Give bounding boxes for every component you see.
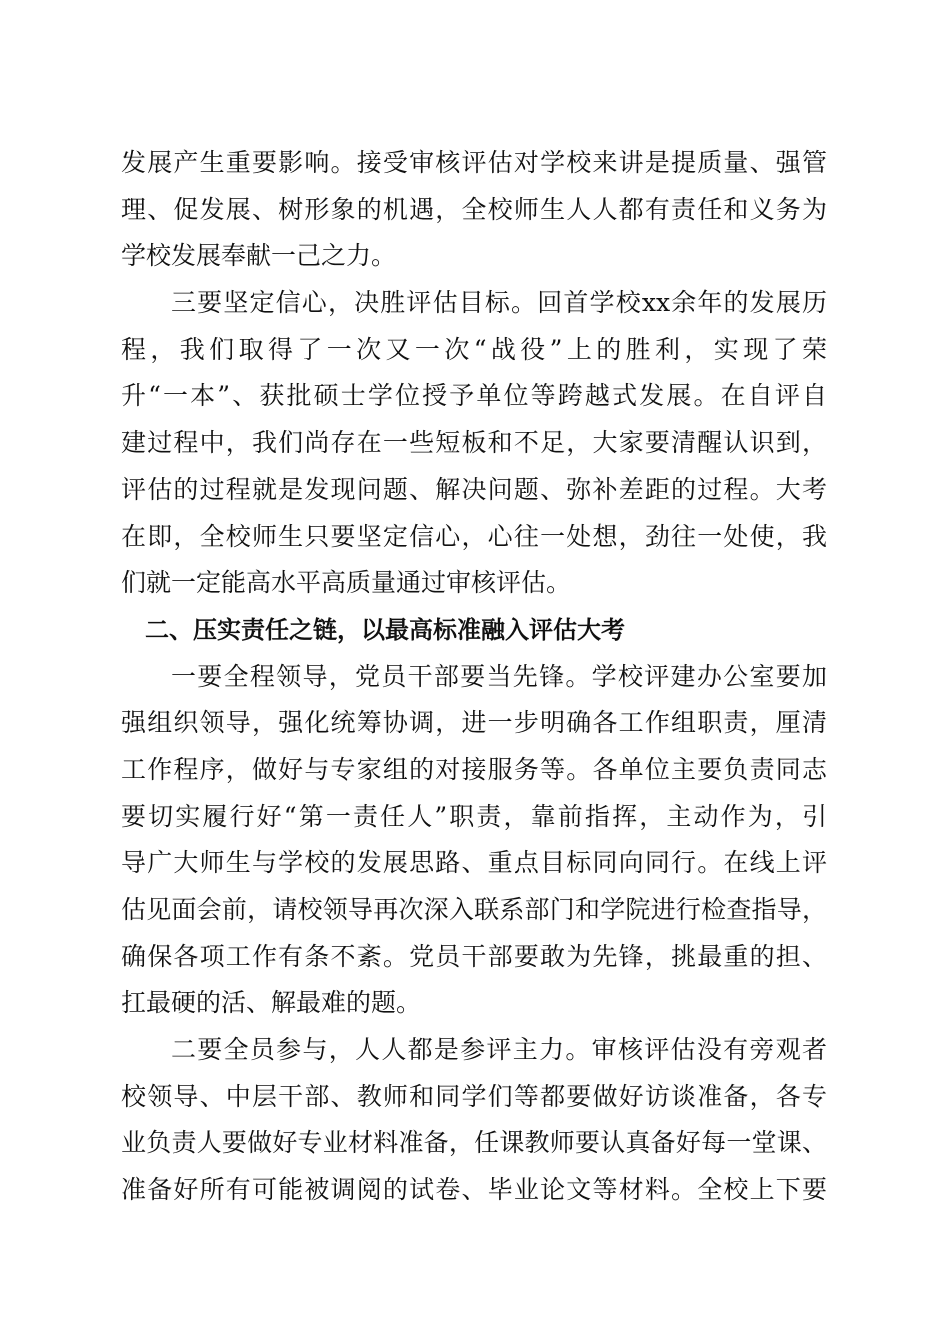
text-line: 强组织领导，强化统筹协调，进一步明确各工作组职责，厘清 xyxy=(121,708,827,738)
text-line: 程，我们取得了一次又一次“战役”上的胜利，实现了荣 xyxy=(121,334,827,364)
text-line: 扛最硬的活、解最难的题。 xyxy=(121,988,422,1018)
text-line: 校领导、中层干部、教师和同学们等都要做好访谈准备，各专 xyxy=(121,1081,827,1111)
text-line: 理、促发展、树形象的机遇，全校师生人人都有责任和义务为 xyxy=(121,194,827,224)
text-line: 评估的过程就是发现问题、解决问题、弥补差距的过程。大考 xyxy=(121,474,827,504)
text-line: 学校发展奉献一己之力。 xyxy=(121,241,397,271)
text-line: 导广大师生与学校的发展思路、重点目标同向同行。在线上评 xyxy=(121,848,827,878)
text-line: 升“一本”、获批硕士学位授予单位等跨越式发展。在自评自 xyxy=(121,381,827,411)
text-line: 业负责人要做好专业材料准备，任课教师要认真备好每一堂课、 xyxy=(121,1128,827,1158)
text-line: 建过程中，我们尚存在一些短板和不足，大家要清醒认识到， xyxy=(121,428,827,458)
document-body xyxy=(121,140,827,1214)
text-line: 估见面会前，请校领导再次深入联系部门和学院进行检查指导， xyxy=(121,895,827,924)
text-line: 要切实履行好“第一责任人”职责，靠前指挥，主动作为，引 xyxy=(121,801,827,831)
text-line: 确保各项工作有条不紊。党员干部要敢为先锋，挑最重的担、 xyxy=(121,941,827,971)
text-line: 工作程序，做好与专家组的对接服务等。各单位主要负责同志 xyxy=(121,754,827,784)
text-line: 发展产生重要影响。接受审核评估对学校来讲是提质量、强管 xyxy=(121,148,827,177)
text-line: 在即，全校师生只要坚定信心，心往一处想，劲往一处使，我 xyxy=(121,521,827,551)
text-line: 三要坚定信心，决胜评估目标。回首学校xx余年的发展历 xyxy=(171,288,827,318)
text-line: 一要全程领导，党员干部要当先锋。学校评建办公室要加 xyxy=(171,661,827,691)
text-line: 准备好所有可能被调阅的试卷、毕业论文等材料。全校上下要 xyxy=(121,1175,827,1205)
text-line: 二要全员参与，人人都是参评主力。审核评估没有旁观者 xyxy=(171,1035,827,1065)
section-heading: 二、压实责任之链，以最高标准融入评估大考 xyxy=(145,615,625,644)
text-line: 们就一定能高水平高质量通过审核评估。 xyxy=(121,568,572,598)
